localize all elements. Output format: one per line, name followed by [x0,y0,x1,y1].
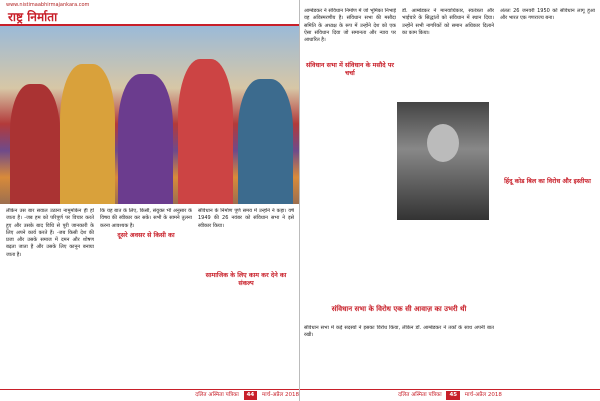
site-url: www.nistimaabhirmajankara.com [6,2,90,8]
issue-date: मार्च-अप्रैल 2018 [464,392,502,398]
text-column-3: संविधान के निर्माण पूर्ण समय में उन्होंने ने कहा। वर्ष 1949 की 26 नवंबर को संविधान सभा ने इसे स्वीकार किया। [198,208,294,229]
text-column-1: लेकिन उस बार सवाल उठाना नामुमकिन ही हो जाता है। -जब हम को परिपूर्ण पर विचार करते हुए और उसके बाद विधि से पूरी जानकारी के लिए अपने कार्य करते हैं। -जब किसी देश की प्रजा और उसके समाज में दमन और शोषण बढ़ता जाता है और उसके लिए कानून बनाया जाता है। [6,208,94,258]
left-footer [0,389,299,401]
magazine-name: दलित अस्मिता पत्रिका [195,392,239,398]
page-number: 45 [446,391,460,400]
text-column-5: डॉ. आम्बेडकर ने मानवाधिकार, स्वतंत्रता और भाईचारे के सिद्धांतों को संविधान में स्थान दिया। उन्होंने सभी नागरिकों को समान अधिकार दिलाने का काम किया। [402,8,494,36]
subheading-left-2: सामाजिक के लिए काम कर देने का संकल्प [205,272,287,287]
portrait-face [427,124,459,162]
women-voters-photo [0,26,299,204]
ambedkar-portrait [397,102,489,220]
right-footer [300,389,600,401]
text-column-2: कि यह बात के लिए, किसी, संयुक्त भी अनुसार के विषय की स्वीकार कर सके। सभी के सामने तुलना करना आवश्यक है। [100,208,192,229]
magazine-name: दलित अस्मिता पत्रिका [398,392,442,398]
section-title: राष्ट्र निर्माता [8,10,58,24]
text-column-7: संविधान सभा में कई सदस्यों ने इसका विरोध किया, लेकिन डॉ. आम्बेडकर ने तर्कों के साथ अपनी बात रखी। [304,325,494,339]
photo-figure [238,79,293,204]
subheading-right-1: संविधान सभा में संविधान के मसौदे पर चर्चा [306,62,394,77]
text-column-4: आम्बेडकर ने संविधान निर्माण में जो भूमिका निभाई वह अविस्मरणीय है। संविधान सभा की मसौदा समिति के अध्यक्ष के रूप में उन्होंने देश को एक ऐसा संविधान दिया जो समानता और न्याय पर आधारित है। [304,8,396,44]
photo-figure [118,74,173,204]
photo-figure [178,59,233,204]
subheading-left-1: दूसरे अवसर से किसी का [117,232,175,239]
issue-date: मार्च-अप्रैल 2018 [262,392,299,398]
subheading-right-3: संविधान सभा के विरोध एक सी आवाज़ का उभरी थी [331,305,467,313]
text-column-6: अंततः 26 जनवरी 1950 को संविधान लागू हुआ और भारत एक गणराज्य बना। [500,8,595,22]
photo-figure [60,64,115,204]
photo-figure [10,84,60,204]
subheading-right-2: हिंदू कोड बिल का विरोध और इस्तीफा [504,178,591,185]
page-number: 44 [244,391,258,400]
section-header [0,8,299,26]
